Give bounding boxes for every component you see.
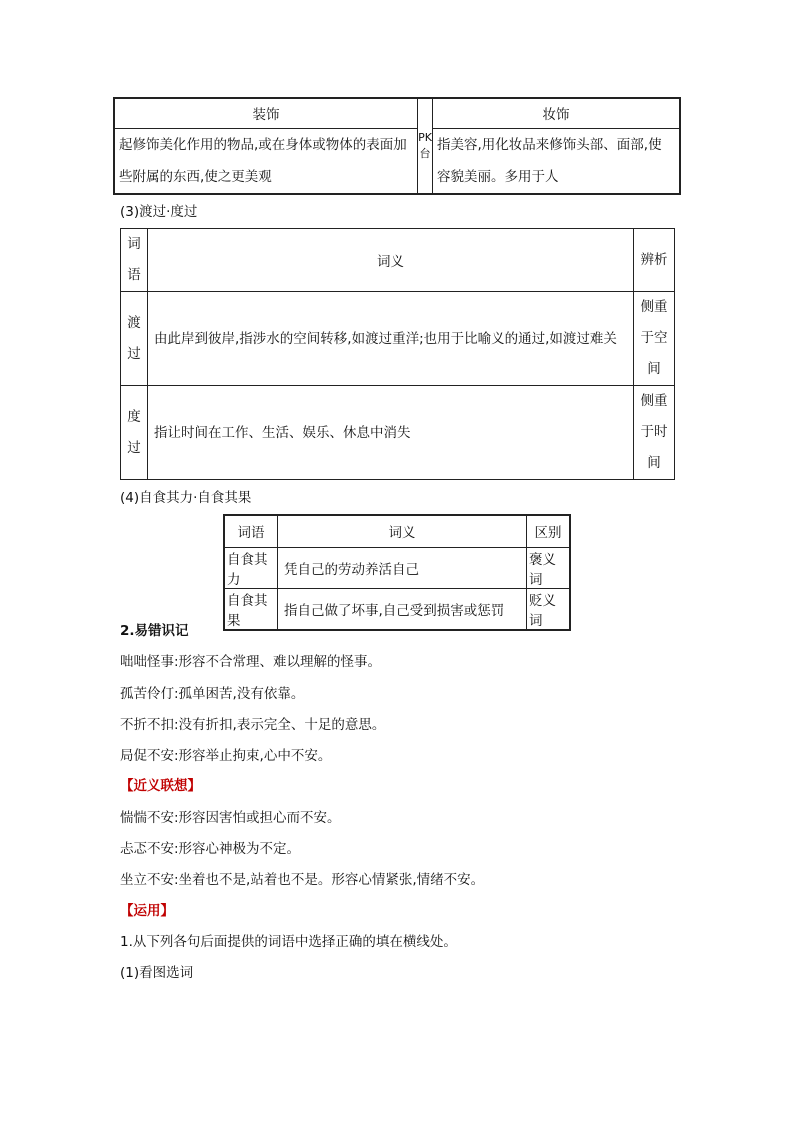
header-distinction: 辨析 (634, 229, 675, 292)
section4-title: (4)自食其力·自食其果 (120, 490, 252, 506)
comparison-table-zhuangshi (113, 97, 681, 195)
row-meaning: 指自己做了坏事,自己受到损害或惩罚 (278, 588, 527, 630)
row-meaning: 指让时间在工作、生活、娱乐、休息中消失 (148, 386, 634, 480)
row-distinction: 侧重于时间 (634, 386, 675, 480)
pk-stage-label: 台 (419, 146, 431, 160)
header-word: 词语 (224, 515, 278, 547)
error-item: 局促不安:形容举止拘束,心中不安。 (120, 748, 332, 764)
row-word: 自食其果 (224, 588, 278, 630)
errors-title: 2.易错识记 (120, 623, 189, 639)
header-meaning: 词义 (148, 229, 634, 292)
header-distinction: 区别 (527, 515, 571, 547)
row-meaning: 由此岸到彼岸,指涉水的空间转移,如渡过重洋;也用于比喻义的通过,如渡过难关 (148, 292, 634, 386)
usage-question: 1.从下列各句后面提供的词语中选择正确的填在横线处。 (120, 934, 457, 950)
pk-label: PK (418, 130, 432, 144)
row-distinction: 侧重于空间 (634, 292, 675, 386)
right-header: 妆饰 (433, 98, 681, 128)
left-header: 装饰 (114, 98, 418, 128)
synonym-item: 惴惴不安:形容因害怕或担心而不安。 (120, 810, 341, 826)
synonym-item: 忐忑不安:形容心神极为不定。 (120, 841, 301, 857)
row-word: 自食其力 (224, 547, 278, 588)
row-distinction: 褒义词 (527, 547, 571, 588)
comparison-table-duguo (120, 228, 675, 480)
row-word: 渡过 (121, 292, 148, 386)
error-item: 咄咄怪事:形容不合常理、难以理解的怪事。 (120, 654, 382, 670)
row-meaning: 凭自己的劳动养活自己 (278, 547, 527, 588)
synonym-item: 坐立不安:坐着也不是,站着也不是。形容心情紧张,情绪不安。 (120, 872, 485, 888)
comparison-table-zishi (223, 514, 571, 631)
section3-title: (3)渡过·度过 (120, 204, 198, 220)
pk-cell (418, 98, 433, 194)
header-meaning: 词义 (278, 515, 527, 547)
header-word: 词语 (121, 229, 148, 292)
usage-subquestion: (1)看图选词 (120, 965, 194, 981)
error-item: 不折不扣:没有折扣,表示完全、十足的意思。 (120, 717, 386, 733)
usage-title: 【运用】 (120, 903, 174, 919)
left-body: 起修饰美化作用的物品,或在身体或物体的表面加些附属的东西,使之更美观 (114, 128, 418, 194)
error-item: 孤苦伶仃:孤单困苦,没有依靠。 (120, 686, 305, 702)
synonyms-title: 【近义联想】 (120, 778, 201, 794)
row-word: 度过 (121, 386, 148, 480)
right-body: 指美容,用化妆品来修饰头部、面部,使容貌美丽。多用于人 (433, 128, 681, 194)
row-distinction: 贬义词 (527, 588, 571, 630)
